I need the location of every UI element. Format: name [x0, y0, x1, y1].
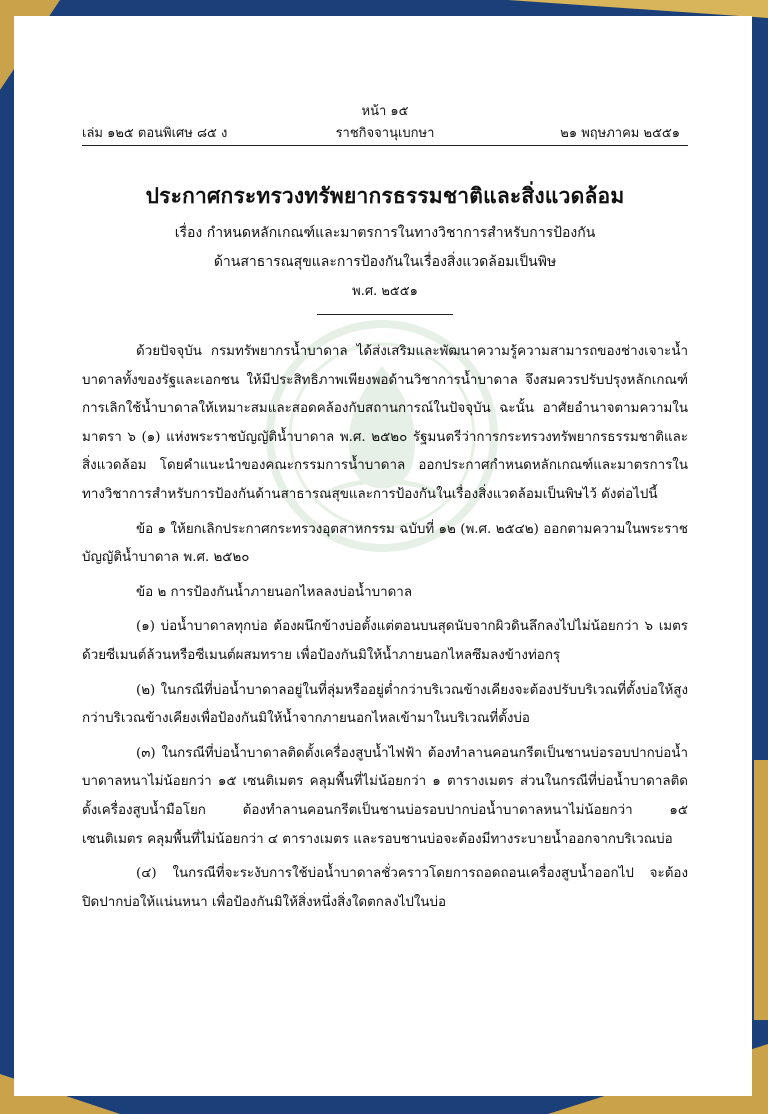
document-body	[82, 338, 688, 923]
body-paragraph: (๒) ในกรณีที่บ่อน้ำบาดาลอยู่ในที่ลุ่มหรืออยู่ต่ำกว่าบริเวณข้างเคียงจะต้องปรับบริเวณที่ตั้งบ่อให้สูงกว่าบริเวณข้างเคียงเพื่อป้องกันมิให้น้ำจากภายนอกไหลเข้ามาในบริเวณที่ตั้งบ่อ	[82, 682, 688, 727]
body-paragraph: ด้วยปัจจุบัน กรมทรัพยากรน้ำบาดาล ได้ส่งเสริมและพัฒนาความรู้ความสามารถของช่างเจาะน้ำบาดาลทั้งของรัฐและเอกชน ให้มีประสิทธิภาพเพียงพอด้านวิชาการน้ำบาดาล จึงสมควรปรับปรุงหลักเกณฑ์การเลิกใช้น้ำบาดาลให้เหมาะสมและสอดคล้องกับสถานการณ์ในปัจจุบัน ฉะนั้น อาศัยอำนาจตามความในมาตรา ๖ (๑) แห่งพระราชบัญญัติน้ำบาดาล พ.ศ. ๒๕๒๐ รัฐมนตรีว่าการกระทรวงทรัพยากรธรรมชาติและสิ่งแวดล้อม โดยคำแนะนำของคณะกรรมการน้ำบาดาล ออกประกาศกำหนดหลักเกณฑ์และมาตรการในทางวิชาการสำหรับการป้องกันด้านสาธารณสุขและการป้องกันในเรื่องสิ่งแวดล้อมเป็นพิษไว้ ดังต่อไปนี้	[82, 344, 688, 502]
document-subject	[82, 219, 688, 277]
subject-line: ด้านสาธารณสุขและการป้องกันในเรื่องสิ่งแวดล้อมเป็นพิษ	[213, 254, 557, 270]
publication-date: ๒๑ พฤษภาคม ๒๕๕๑	[560, 126, 680, 141]
subject-line: เรื่อง กำหนดหลักเกณฑ์และมาตรการในทางวิชาการสำหรับการป้องกัน	[174, 225, 596, 241]
body-paragraph: (๔) ในกรณีที่จะระงับการใช้บ่อน้ำบาดาลชั่วคราวโดยการถอดถอนเครื่องสูบน้ำออกไป จะต้องปิดปากบ่อให้แน่นหนา เพื่อป้องกันมิให้สิ่งหนึ่งสิ่งใดตกลงไปในบ่อ	[82, 866, 688, 910]
side-decoration	[754, 760, 768, 1020]
title-divider	[317, 314, 453, 315]
gazette-name: ราชกิจจานุเบกษา	[335, 126, 435, 141]
body-paragraph: (๑) บ่อน้ำบาดาลทุกบ่อ ต้องผนึกข้างบ่อตั้งแต่ตอนบนสุดนับจากผิวดินลึกลงไปไม่น้อยกว่า ๖ เมตร ด้วยซีเมนต์ล้วนหรือซีเมนต์ผสมทราย เพื่อป้องกันมิให้น้ำภายนอกไหลซึมลงข้างท่อกรุ	[82, 619, 688, 663]
body-paragraph: ข้อ ๒ การป้องกันน้ำภายนอกไหลลงบ่อน้ำบาดาล	[136, 584, 413, 600]
body-paragraph: (๓) ในกรณีที่บ่อน้ำบาดาลติดตั้งเครื่องสูบน้ำไฟฟ้า ต้องทำลานคอนกรีตเป็นชานบ่อรอบปากบ่อน้ำบาดาลหนาไม่น้อยกว่า ๑๕ เซนติเมตร คลุมพื้นที่ไม่น้อยกว่า ๑ ตารางเมตร ส่วนในกรณีที่บ่อน้ำบาดาลติดตั้งเครื่องสูบน้ำมือโยก ต้องทำลานคอนกรีตเป็นชานบ่อรอบปากบ่อน้ำบาดาลหนาไม่น้อยกว่า ๑๕ เซนติเมตร คลุมพื้นที่ไม่น้อยกว่า ๔ ตารางเมตร และรอบชานบ่อจะต้องมีทางระบายน้ำออกจากบริเวณบ่อ	[82, 745, 688, 847]
volume-info: เล่ม ๑๒๕ ตอนพิเศษ ๘๕ ง	[82, 126, 228, 141]
document-title: ประกาศกระทรวงทรัพยากรธรรมชาติและสิ่งแวดล้อม	[145, 183, 625, 208]
page-number: หน้า ๑๕	[361, 104, 409, 119]
document-page	[14, 16, 752, 1096]
document-year: พ.ศ. ๒๕๕๑	[352, 284, 418, 299]
body-paragraph: ข้อ ๑ ให้ยกเลิกประกาศกระทรวงอุตสาหกรรม ฉบับที่ ๑๒ (พ.ศ. ๒๕๔๒) ออกตามความในพระราชบัญญัติน้ำบาดาล พ.ศ. ๒๕๒๐	[82, 521, 688, 566]
header-divider	[82, 145, 688, 146]
